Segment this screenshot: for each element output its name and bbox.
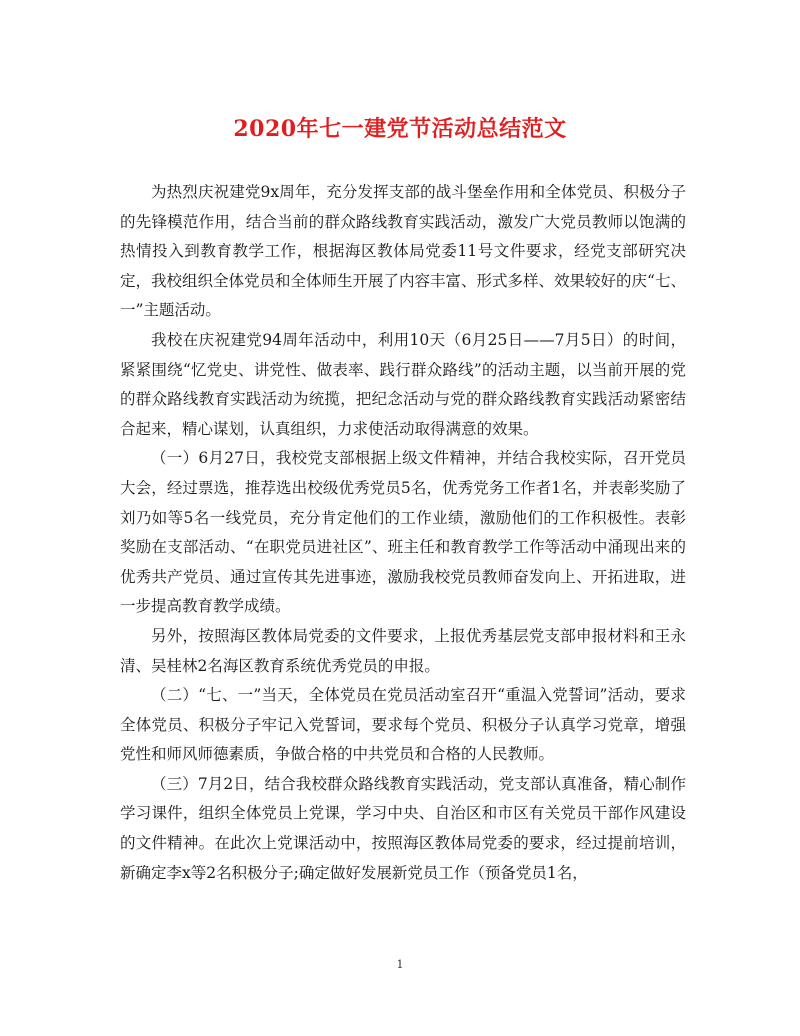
document-body: [120, 178, 686, 888]
paragraph-intro: 为热烈庆祝建党9x周年，充分发挥支部的战斗堡垒作用和全体党员、积极分子的先锋模范作用，结合当前的群众路线教育实践活动，激发广大党员教师以饱满的热情投入到教育教学工作，根据海区教体局党委11号文件要求，经党支部研究决定，我校组织全体党员和全体师生开展了内容丰富、形式多样、效果较好的庆“七、一”主题活动。: [120, 183, 686, 320]
paragraph-section-2: （二）“七、一”当天，全体党员在党员活动室召开“重温入党誓词”活动，要求全体党员、积极分子牢记入党誓词，要求每个党员、积极分子认真学习党章，增强党性和师风师德素质，争做合格的中共党员和合格的人民教师。: [120, 686, 686, 764]
paragraph-section-3: （三）7月2日，结合我校群众路线教育实践活动，党支部认真准备，精心制作学习课件，组织全体党员上党课，学习中央、自治区和市区有关党员干部作风建设的文件精神。在此次上党课活动中，按照海区教体局党委的要求，经过提前培训，新确定李x等2名积极分子;确定做好发展新党员工作（预备党员1名，: [120, 774, 686, 882]
document-title: 2020年七一建党节活动总结范文: [233, 116, 567, 142]
page-number: 1: [396, 958, 404, 971]
paragraph-additional: 另外，按照海区教体局党委的文件要求，上报优秀基层党支部申报材料和王永清、吴桂林2名海区教育系统优秀党员的申报。: [120, 626, 686, 675]
paragraph-overview: 我校在庆祝建党94周年活动中，利用10天（6月25日——7月5日）的时间，紧紧围绕“忆党史、讲党性、做表率、践行群众路线”的活动主题，以当前开展的党的群众路线教育实践活动为统揽，把纪念活动与党的群众路线教育实践活动紧密结合起来，精心谋划，认真组织，力求使活动取得满意的效果。: [120, 330, 686, 438]
paragraph-section-1: （一）6月27日，我校党支部根据上级文件精神，并结合我校实际，召开党员大会，经过票选，推荐选出校级优秀党员5名，优秀党务工作者1名，并表彰奖励了刘乃如等5名一线党员，充分肯定他们的工作业绩，激励他们的工作积极性。表彰奖励在支部活动、“在职党员进社区”、班主任和教育教学工作等活动中涌现出来的优秀共产党员、通过宣传其先进事迹，激励我校党员教师奋发向上、开拓进取，进一步提高教育教学成绩。: [120, 449, 686, 616]
